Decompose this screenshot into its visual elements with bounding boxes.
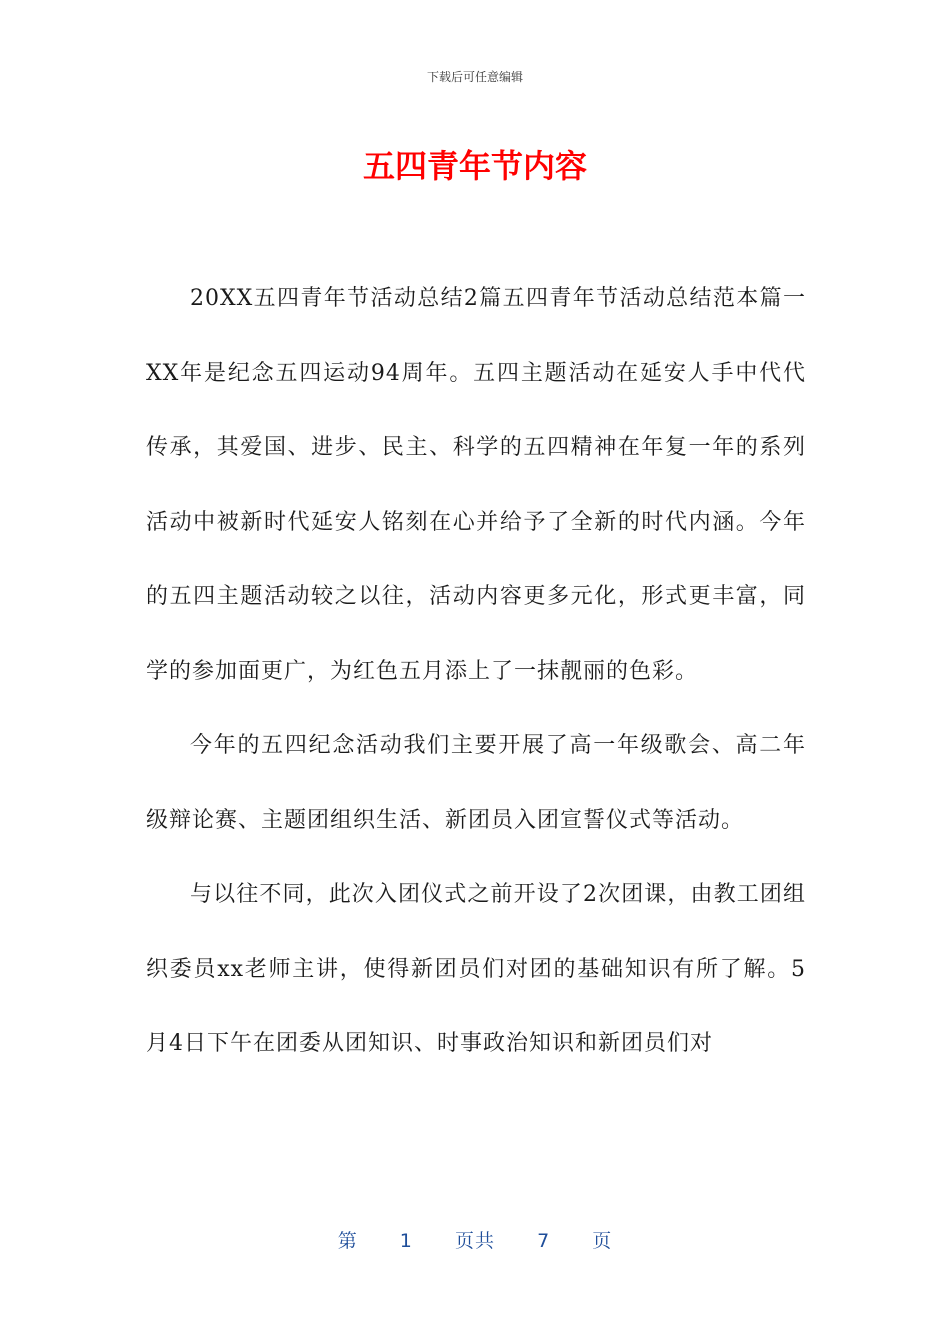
paragraph-1: 20XX五四青年节活动总结2篇五四青年节活动总结范本篇一XX年是纪念五四运动94周年。五四主题活动在延安人手中代代传承，其爱国、进步、民主、科学的五四精神在年复一年的系列活动中被新时代延安人铭刻在心并给予了全新的时代内涵。今年的五四主题活动较之以往，活动内容更多元化，形式更丰富，同学的参加面更广，为红色五月添上了一抹靓丽的色彩。: [146, 286, 806, 684]
page-footer: [0, 1226, 950, 1253]
page-suffix: 页: [592, 1230, 613, 1252]
document-body: [146, 262, 806, 1082]
paragraph-3: 与以往不同，此次入团仪式之前开设了2次团课，由教工团组织委员xx老师主讲，使得新团员们对团的基础知识有所了解。5月4日下午在团委从团知识、时事政治知识和新团员们对: [146, 882, 806, 1056]
page-total: 7: [537, 1230, 551, 1252]
header-note: 下载后可任意编辑: [426, 70, 523, 84]
document-title: 五四青年节内容: [362, 147, 587, 185]
paragraph-2: 今年的五四纪念活动我们主要开展了高一年级歌会、高二年级辩论赛、主题团组织生活、新团员入团宣誓仪式等活动。: [146, 733, 806, 833]
page-middle: 页共: [454, 1230, 495, 1252]
page-number: 1: [399, 1230, 413, 1252]
page-prefix: 第: [337, 1230, 358, 1252]
